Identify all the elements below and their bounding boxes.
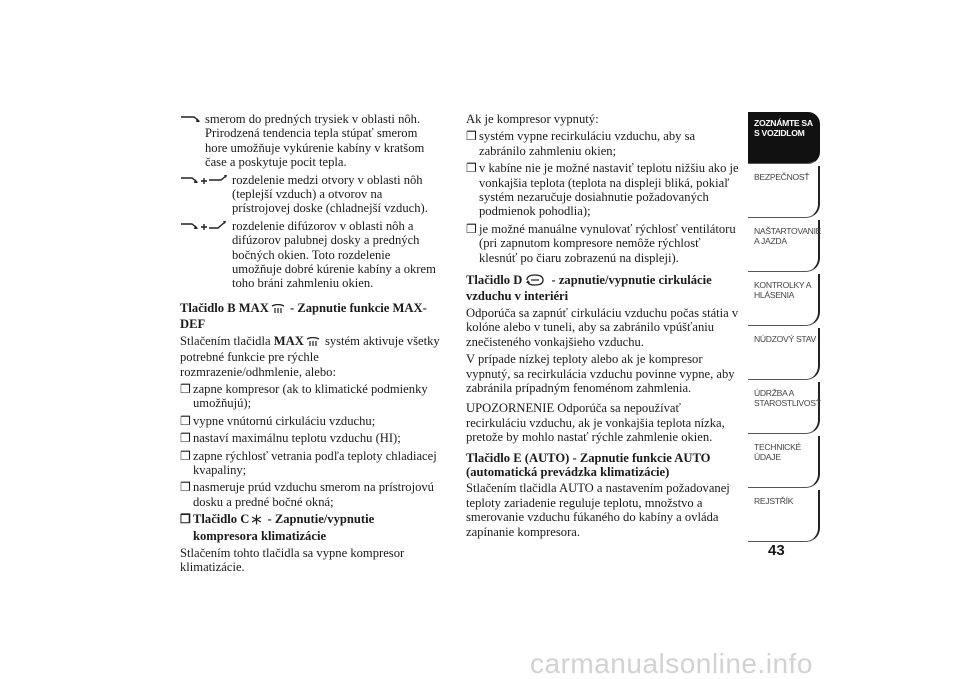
bullet-box-icon: ❒ <box>180 448 191 463</box>
auto-heading: Tlačidlo E (AUTO) - Zapnutie funkcie AUTO (automatická prevádzka klimatizácie) <box>466 450 711 479</box>
list-item <box>466 222 740 265</box>
right-column <box>466 112 740 542</box>
feet-dash-vent-icon <box>180 173 232 216</box>
compressor-text: Stlačením tohto tlačidla sa vypne kompresor klimatizácie. <box>180 545 405 575</box>
list-item-text: systém vypne recirkuláciu vzduchu, aby sa zabránilo zahmleniu okien; <box>479 129 696 158</box>
air-row-feet-windshield <box>180 219 442 291</box>
compressor-heading: ❒ Tlačidlo C - Zapnutie/vypnutie kompresora klimatizácie <box>180 512 375 543</box>
list-item <box>180 431 442 445</box>
list-item-text: vypne vnútornú cirkuláciu vzduchu; <box>193 413 376 428</box>
chapter-tab[interactable]: ZOZNÁMTE SA S VOZIDLOM <box>748 112 820 164</box>
air-row-text: rozdelenie difúzorov v oblasti nôh a difúzorov palubnej dosky a predných bočných okien. Toto rozdelenie umožňuje dobré kúrenie kabíny a okrem toho bráni zahmleniu okien. <box>232 218 436 291</box>
auto-text: Stlačením tlačidla AUTO a nastavením požadovanej teploty zariadenie reguluje teplotu, množstvo a smerovanie vzduchu fúkaného do kabíny a ovláda zapínanie kompresora. <box>466 481 730 539</box>
list-item-text: nastaví maximálnu teplotu vzduchu (HI); <box>193 431 401 446</box>
feet-windshield-vent-icon <box>180 219 232 291</box>
max-def-heading: Tlačidlo B MAX - Zapnutie funkcie MAX-DEF <box>180 300 427 332</box>
recirculation-icon <box>524 274 546 289</box>
air-row-feet-dash <box>180 173 442 216</box>
list-item-text: nasmeruje prúd vzduchu smerom na prístrojovú dosku a predné bočné okná; <box>193 480 434 509</box>
warning-note: UPOZORNENIE Odporúča sa nepoužívať recirkuláciu vzduchu, ak je vonkajšia teplota nízka, pretože by mohlo nastať rýchle zahmlenie okien. <box>466 401 725 445</box>
list-item <box>180 480 442 509</box>
defrost-icon <box>306 336 320 350</box>
chapter-tab[interactable]: NÚDZOVÝ STAV <box>748 328 820 380</box>
compressor-off-list <box>466 129 740 265</box>
list-item <box>466 161 740 219</box>
chapter-tab[interactable]: BEZPEČNOSŤ <box>748 166 820 218</box>
air-row-feet <box>180 112 442 170</box>
chapter-tabs <box>748 112 820 544</box>
max-def-list <box>180 382 442 509</box>
defrost-icon <box>271 303 285 317</box>
bullet-box-icon: ❒ <box>180 381 191 396</box>
chapter-tab[interactable]: TECHNICKÉ ÚDAJE <box>748 436 820 488</box>
compressor-off-intro: Ak je kompresor vypnutý: <box>466 112 599 126</box>
max-def-intro: Stlačením tlačidla MAX systém aktivuje všetky potrebné funkcie pre rýchle rozmrazenie/odhmlenie, alebo: <box>180 333 440 379</box>
bullet-box-icon: ❒ <box>180 431 191 446</box>
bullet-box-icon: ❒ <box>180 413 191 428</box>
recirculation-text-2: V prípade nízkej teploty alebo ak je kompresor vypnutý, sa recirkulácia vzduchu povinne vypne, aby zabránila prípadným fenoménom zahmlenia. <box>466 352 735 395</box>
bullet-box-icon: ❒ <box>180 512 191 527</box>
bullet-box-icon: ❒ <box>466 221 477 236</box>
bullet-box-icon: ❒ <box>466 129 477 144</box>
recirculation-text-1: Odporúča sa zapnúť cirkuláciu vzduchu počas státia v kolóne alebo v tuneli, aby sa zabránilo vpúšťaniu znečisteného vonkajšieho vzduchu. <box>466 305 739 349</box>
watermark: carmanualsonline.info <box>530 648 813 679</box>
bullet-box-icon: ❒ <box>180 480 191 495</box>
feet-vent-icon <box>180 112 205 170</box>
snowflake-icon <box>251 514 262 528</box>
list-item <box>180 382 442 411</box>
list-item-text: je možné manuálne vynulovať rýchlosť ventilátoru (pri zapnutom kompresore nemôže rýchlosť klesnúť po čiaru zobrazenú na displeji). <box>479 221 736 265</box>
page-number: 43 <box>768 542 785 559</box>
list-item-text: v kabíne nie je možné nastaviť teplotu nižšiu ako je vonkajšia teplota (teplota na displeji bliká, pokiaľ systém nezaručuje dosiahnutie požadovaných podmienok pohodlia); <box>479 161 739 219</box>
list-item <box>180 449 442 478</box>
left-column <box>180 112 442 578</box>
list-item-text: zapne kompresor (ak to klimatické podmienky umožňujú); <box>193 381 428 411</box>
list-item <box>180 414 442 428</box>
bullet-box-icon: ❒ <box>466 161 477 176</box>
air-row-text: rozdelenie medzi otvory v oblasti nôh (teplejší vzduch) a otvorov na prístrojovej doske (chladnejší vzduch). <box>232 172 428 216</box>
list-item-text: zapne rýchlosť vetrania podľa teploty chladiacej kvapaliny; <box>193 448 437 477</box>
chapter-tab[interactable]: NAŠTARTOVANIE A JAZDA <box>748 220 820 272</box>
chapter-tab[interactable]: REJSTŘÍK <box>748 490 820 542</box>
recirculation-heading: Tlačidlo D - zapnutie/vypnutie cirkulácie vzduchu v interiéri <box>466 273 712 304</box>
air-row-text: smerom do predných trysiek v oblasti nôh. Prirodzená tendencia tepla stúpať smerom hore umožňuje vykúrenie kabíny v kratšom čase a poskytuje pocit tepla. <box>205 112 425 170</box>
chapter-tab[interactable]: ÚDRŽBA A STAROSTLIVOSŤ <box>748 382 820 434</box>
chapter-tab[interactable]: KONTROLKY A HLÁSENIA <box>748 274 820 326</box>
list-item <box>466 129 740 158</box>
